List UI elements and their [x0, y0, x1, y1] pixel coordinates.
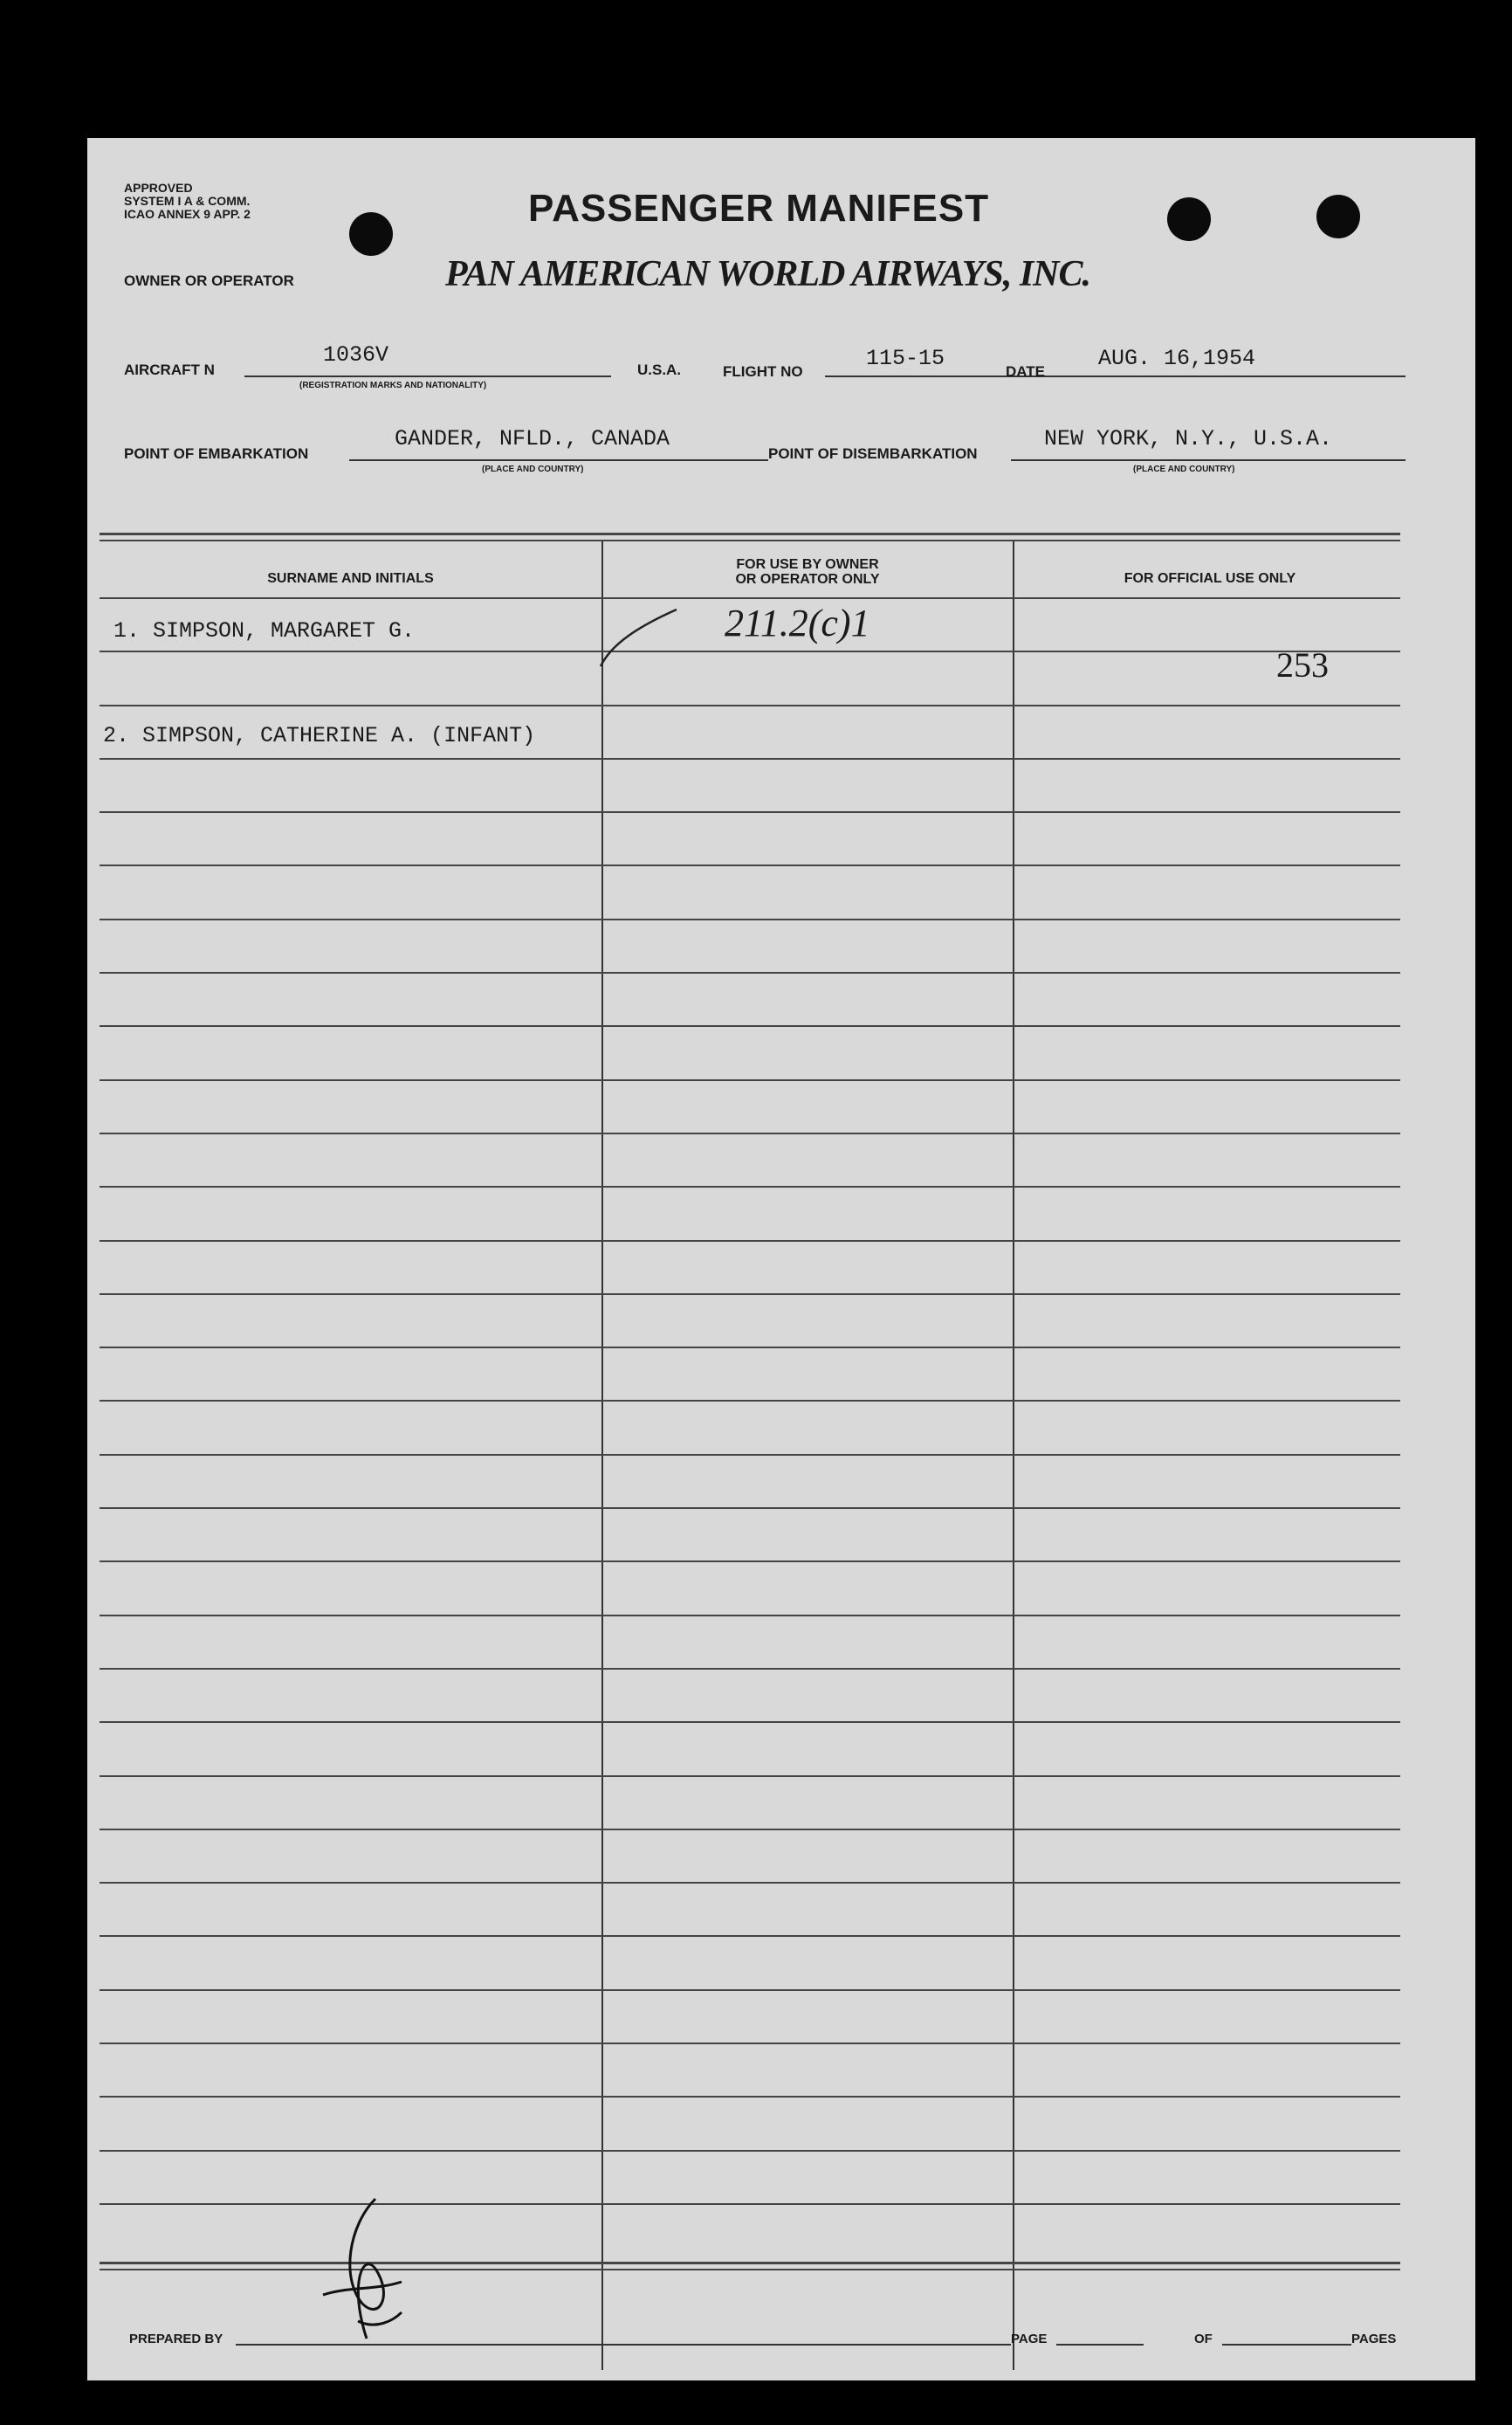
owner-note: 211.2(c)1 [725, 602, 870, 644]
row-rule [100, 1079, 1400, 1081]
row-rule [100, 1186, 1400, 1188]
registration-note: (REGISTRATION MARKS AND NATIONALITY) [299, 381, 487, 390]
owner-use-column-header [602, 557, 1013, 587]
approval-line: SYSTEM I A & COMM. [124, 194, 251, 208]
official-count: 253 [1276, 645, 1329, 685]
embarkation-value: GANDER, NFLD., CANADA [395, 426, 670, 451]
surname-column-header: SURNAME AND INITIALS [267, 571, 434, 586]
official-use-column-header: FOR OFFICIAL USE ONLY [1124, 571, 1296, 586]
passenger-row: 2. SIMPSON, CATHERINE A. (INFANT) [103, 723, 536, 748]
row-rule [100, 2203, 1400, 2205]
row-rule [100, 919, 1400, 920]
row-rule [100, 1775, 1400, 1777]
row-rule [100, 2096, 1400, 2098]
row-rule [100, 1668, 1400, 1670]
disembarkation-value: NEW YORK, N.Y., U.S.A. [1044, 426, 1333, 451]
punch-hole [349, 212, 393, 256]
row-rule [100, 865, 1400, 866]
row-rule [100, 758, 1400, 760]
row-rule [100, 1240, 1400, 1242]
row-rule [100, 1025, 1400, 1027]
row-rule [100, 1507, 1400, 1509]
row-rule [100, 1293, 1400, 1295]
row-rule [100, 1400, 1400, 1402]
row-rule [100, 972, 1400, 974]
disembarkation-label: POINT OF DISEMBARKATION [768, 445, 978, 462]
approval-line: APPROVED [124, 181, 193, 195]
signature [314, 2190, 419, 2365]
punch-hole [1316, 195, 1360, 238]
header-line: OR OPERATOR ONLY [735, 572, 880, 587]
page-label: PAGE [1011, 2332, 1048, 2346]
approval-note [124, 182, 251, 221]
passenger-row: 1. SIMPSON, MARGARET G. [113, 618, 416, 644]
row-rule [100, 2150, 1400, 2152]
embarkation-label: POINT OF EMBARKATION [124, 445, 309, 462]
row-rule [100, 1935, 1400, 1937]
row-rule [100, 1454, 1400, 1456]
row-rule [100, 1560, 1400, 1562]
approval-line: ICAO ANNEX 9 APP. 2 [124, 207, 251, 221]
header-line: FOR USE BY OWNER [736, 557, 879, 572]
aircraft-value: 1036V [323, 342, 389, 368]
row-rule [100, 1882, 1400, 1884]
row-rule [100, 1615, 1400, 1616]
flight-value: 115-15 [866, 346, 945, 371]
owner-label: OWNER OR OPERATOR [124, 272, 294, 289]
place-note: (PLACE AND COUNTRY) [482, 465, 584, 474]
punch-hole [1167, 197, 1211, 241]
form-title: PASSENGER MANIFEST [528, 187, 990, 230]
row-rule [100, 1989, 1400, 1991]
usa-label: U.S.A. [637, 362, 682, 378]
row-rule [100, 1133, 1400, 1134]
date-value: AUG. 16,1954 [1098, 346, 1256, 371]
row-rule [100, 1829, 1400, 1830]
row-rule [100, 1721, 1400, 1723]
flight-label: FLIGHT NO [723, 363, 803, 380]
row-rule [100, 2043, 1400, 2044]
airline-name: PAN AMERICAN WORLD AIRWAYS, INC. [445, 254, 1091, 294]
manifest-sheet [87, 138, 1475, 2380]
date-label: DATE [1006, 363, 1046, 380]
of-label: OF [1194, 2332, 1213, 2346]
pages-label: PAGES [1351, 2332, 1397, 2346]
aircraft-label: AIRCRAFT N [124, 362, 215, 378]
row-rule [100, 811, 1400, 813]
prepared-by-label: PREPARED BY [129, 2332, 223, 2346]
row-rule [100, 1347, 1400, 1348]
place-note: (PLACE AND COUNTRY) [1133, 465, 1235, 474]
